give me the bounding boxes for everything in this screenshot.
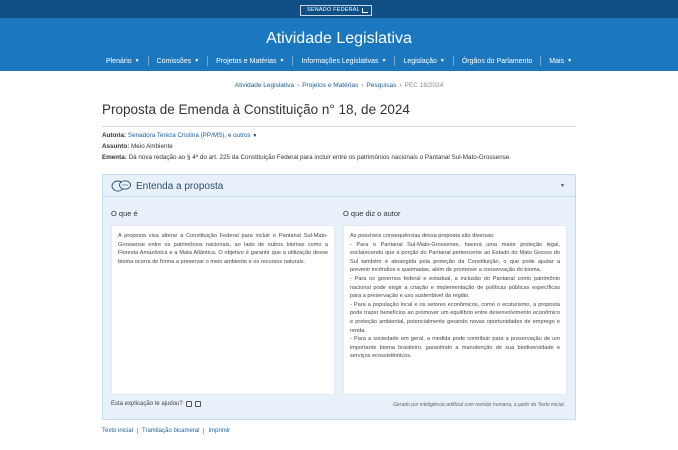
breadcrumb <box>0 82 678 89</box>
ai-generated-note: Gerado por inteligência artificial com revisão humana, a partir do Texto inicial. <box>393 402 565 408</box>
breadcrumb-separator: › <box>297 82 300 89</box>
tramitacao-bicameral-link[interactable]: Tramitação bicameral <box>138 428 204 434</box>
senado-brand-text: SENADO FEDERAL <box>307 7 360 13</box>
thumbs-down-icon[interactable] <box>195 401 201 407</box>
breadcrumb-current: PEC 18/2024 <box>404 82 444 89</box>
caret-down-icon: ▼ <box>194 58 200 64</box>
nav-label: Plenário <box>105 57 132 65</box>
o-que-e-text: A proposta visa alterar a Constituição Federal para incluir o Pantanal Sul-Mato-Grossense entre os patrimônios nacionais, ao lado de outros biomas como a Floresta Amazônica e a Mata Atlântica. O objetivo é garantir que a utilização desse bioma ocorra de forma a preservar o meio ambiente e os recursos naturais. <box>118 233 328 265</box>
autoria-dropdown-icon[interactable]: ▼ <box>252 133 258 139</box>
title-divider <box>102 126 576 127</box>
panel-header[interactable] <box>103 175 575 197</box>
collapse-caret-icon[interactable]: ▼ <box>560 183 565 189</box>
nav-item-orgaos-do-parlamento[interactable] <box>454 56 541 66</box>
panel-title: Entenda a proposta <box>136 181 224 192</box>
senado-logo-link[interactable] <box>300 5 372 16</box>
texto-inicial-link[interactable]: Texto inicial <box>102 428 138 434</box>
breadcrumb-item-pesquisas[interactable]: Pesquisas <box>366 82 397 89</box>
o-que-e-heading: O que é <box>111 209 138 218</box>
autoria-label: Autoria: <box>102 132 127 139</box>
nav-item-plenario[interactable] <box>98 56 149 66</box>
caret-down-icon: ▼ <box>381 58 387 64</box>
site-title[interactable]: Atividade Legislativa <box>266 30 412 47</box>
nav-label: Legislação <box>403 57 437 65</box>
meta-ementa <box>102 154 511 161</box>
main-nav <box>0 56 678 66</box>
breadcrumb-item-projetos-e-materias[interactable]: Projetos e Matérias <box>302 82 359 89</box>
nav-label: Projetos e Matérias <box>216 57 277 65</box>
breadcrumb-separator: › <box>399 82 402 89</box>
nav-item-comissoes[interactable] <box>149 56 209 66</box>
caret-down-icon: ▼ <box>134 58 140 64</box>
imprimir-link[interactable]: Imprimir <box>208 428 231 434</box>
nav-item-projetos-e-materias[interactable] <box>208 56 293 66</box>
thumbs-up-icon[interactable] <box>186 401 192 407</box>
nav-label: Órgãos do Parlamento <box>461 57 533 65</box>
nav-item-mais[interactable] <box>541 56 580 66</box>
assunto-value: Meio Ambiente <box>131 143 173 150</box>
nav-label: Comissões <box>156 57 192 65</box>
nav-label: Mais <box>549 57 565 65</box>
nav-item-informacoes-legislativas[interactable] <box>293 56 395 66</box>
caret-down-icon: ▼ <box>439 58 445 64</box>
o-que-diz-o-autor-box <box>343 225 567 395</box>
autor-paragraph: - Para os governos federal e estadual, a inclusão do Pantanal como patrimônio nacional pode exigir a criação e implementação de políticas públicas específicas para a preservação e uso sustentável da região. <box>350 275 560 300</box>
meta-assunto <box>102 143 173 150</box>
senado-logo-icon <box>362 8 368 13</box>
assunto-label: Assunto: <box>102 143 130 150</box>
feedback-question: Esta explicação te ajudou? <box>111 401 183 407</box>
feedback-row <box>111 401 201 407</box>
meta-autoria <box>102 132 257 139</box>
nav-label: Informações Legislativas <box>301 57 379 65</box>
site-header <box>0 18 678 71</box>
ementa-label: Ementa: <box>102 154 127 161</box>
autor-paragraph: - Para a população local e os setores econômicos, como o ecoturismo, a proposta pode trazer benefícios ao promover um equilíbrio entre desenvolvimento econômico e proteção ambiental, potencialmente gerando novas oportunidades de emprego e renda. <box>350 301 560 334</box>
autor-paragraph: - Para o Pantanal Sul-Mato-Grossense, haverá uma maior proteção legal, esclarecendo que a porção do Pantanal pertencente ao Estado do Mato Grosso do Sul também é abrangida pela proteção da Constituição, o que pode ajudar a prevenir incêndios e queimadas, além de promover a conservação do bioma. <box>350 241 560 274</box>
ementa-value: Dá nova redação ao § 4º do art. 225 da Constituição Federal para incluir entre os patrimônios nacionais o Pantanal Sul-Mato-Grossense. <box>128 154 512 161</box>
chat-bubbles-icon <box>111 180 131 192</box>
breadcrumb-separator: › <box>361 82 364 89</box>
page-title: Proposta de Emenda à Constituição n° 18, de 2024 <box>102 102 410 117</box>
footer-links <box>102 428 234 434</box>
autor-paragraph: As possíveis consequências dessa proposta são diversas: <box>350 233 495 239</box>
caret-down-icon: ▼ <box>279 58 285 64</box>
o-que-diz-o-autor-heading: O que diz o autor <box>343 209 401 218</box>
entenda-panel <box>102 174 576 420</box>
autoria-link[interactable]: Senadora Tereza Cristina (PP/MS), e outros <box>127 132 251 139</box>
autor-paragraph: - Para a sociedade em geral, a medida pode contribuir para a preservação de um importante bioma brasileiro, garantindo a manutenção de sua biodiversidade e serviços ecossistêmicos. <box>350 336 560 360</box>
breadcrumb-item-atividade-legislativa[interactable]: Atividade Legislativa <box>234 82 295 89</box>
top-bar <box>0 0 678 18</box>
o-que-e-box <box>111 225 335 395</box>
caret-down-icon: ▼ <box>567 58 573 64</box>
nav-item-legislacao[interactable] <box>395 56 453 66</box>
